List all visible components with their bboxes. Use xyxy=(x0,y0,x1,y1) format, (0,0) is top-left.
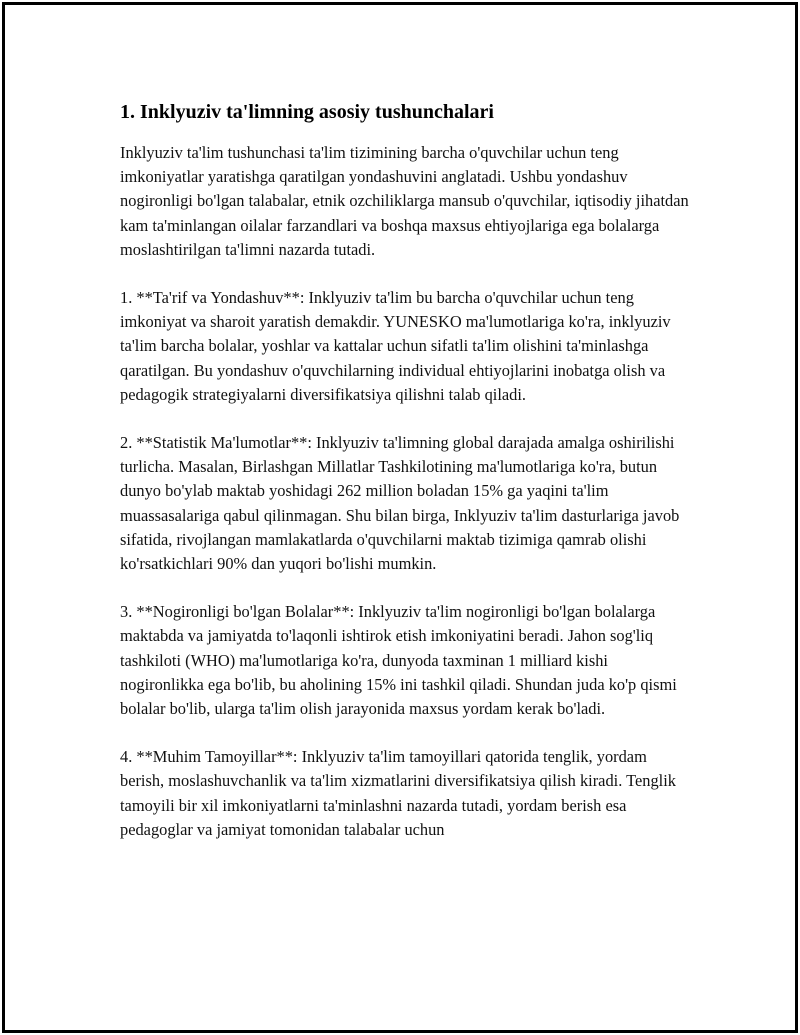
document-body xyxy=(120,99,695,866)
paragraph-disabled-children: 3. **Nogironligi bo'lgan Bolalar**: Inklyuziv ta'lim nogironligi bo'lgan bolalarga maktabda va jamiyatda to'laqonli ishtirok etish imkoniyatini beradi. Jahon sog'liq tashkiloti (WHO) ma'lumotlariga ko'ra, dunyoda taxminan 1 milliard kishi nogironlikka ega bo'lib, bu aholining 15% ini tashkil qiladi. Shundan juda ko'p qismi bolalar bo'lib, ularga ta'lim olish jarayonida maxsus yordam kerak bo'ladi. xyxy=(120,602,677,719)
intro-paragraph: Inklyuziv ta'lim tushunchasi ta'lim tizimining barcha o'quvchilar uchun teng imkoniyatlar yaratishga qaratilgan yondashuvini anglatadi. Ushbu yondashuv nogironligi bo'lgan talabalar, etnik ozchiliklarga mansub o'quvchilar, iqtisodiy jihatdan kam ta'minlangan oilalar farzandlari va boshqa maxsus ehtiyojlariga ega bolalarga moslashtirilgan ta'limni nazarda tutadi. xyxy=(120,143,689,259)
section-heading: 1. Inklyuziv ta'limning asosiy tushunchalari xyxy=(120,101,494,123)
paragraph-statistics: 2. **Statistik Ma'lumotlar**: Inklyuziv ta'limning global darajada amalga oshirilishi turlicha. Masalan, Birlashgan Millatlar Tashkilotining ma'lumotlariga ko'ra, butun dunyo bo'ylab maktab yoshidagi 262 million boladan 15% ga yaqini ta'lim muassasalariga qabul qilinmagan. Shu bilan birga, Inklyuziv ta'lim dasturlariga javob sifatida, rivojlangan mamlakatlarda o'quvchilarni maktab tizimiga qamrab olishi ko'rsatkichlari 90% dan yuqori bo'lishi mumkin. xyxy=(120,433,680,574)
page-frame xyxy=(2,2,798,1033)
paragraph-principles: 4. **Muhim Tamoyillar**: Inklyuziv ta'lim tamoyillari qatorida tenglik, yordam berish, moslashuvchanlik va ta'lim xizmatlarini diversifikatsiya qilish kiradi. Tenglik tamoyili bir xil imkoniyatlarni ta'minlashni nazarda tutadi, yordam berish esa pedagoglar va jamiyat tomonidan talabalar uchun xyxy=(120,747,676,839)
paragraph-definition: 1. **Ta'rif va Yondashuv**: Inklyuziv ta'lim bu barcha o'quvchilar uchun teng imkoniyat va sharoit yaratish demakdir. YUNESKO ma'lumotlariga ko'ra, inklyuziv ta'lim barcha bolalar, yoshlar va kattalar uchun sifatli ta'lim olishini ta'minlashga qaratilgan. Bu yondashuv o'quvchilarning individual ehtiyojlarini inobatga olish va pedagogik strategiyalarni diversifikatsiya qilishni talab qiladi. xyxy=(120,288,671,404)
